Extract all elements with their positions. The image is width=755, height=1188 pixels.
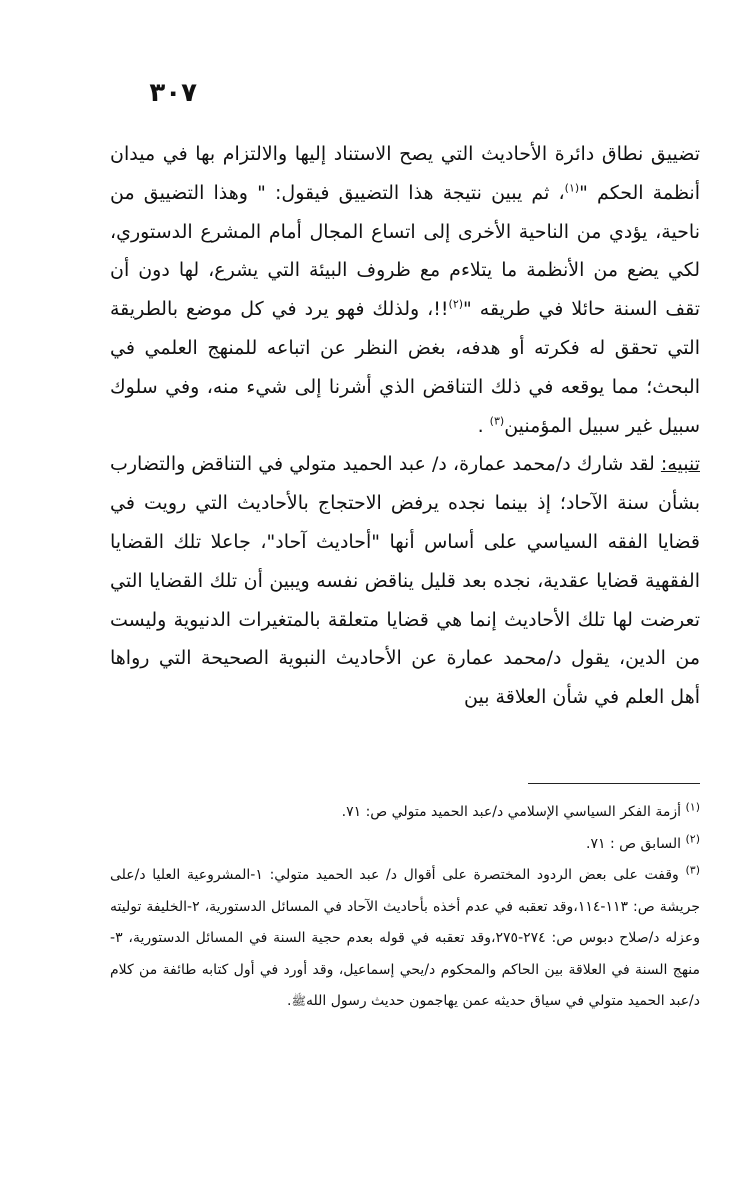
footnote-separator bbox=[528, 783, 700, 784]
paragraph-1-part-a: تضييق نطاق دائرة الأحاديث التي يصح الاستناد إليها والالتزام بها في ميدان أنظمة الحكم " bbox=[110, 143, 700, 204]
footnote-2 bbox=[110, 829, 700, 861]
note-label: تنبيه: bbox=[660, 453, 700, 476]
footnote-3-text: وقفت على بعض الردود المختصرة على أقوال د/ عبد الحميد متولي: ١-المشروعية العليا د/على جريشة ص: ١١٣-١١٤،وقد تعقبه في عدم أخذه بأحاديث الآحاد في المسائل الدستورية، ٢-الخليفة توليته وعزله د/صلاح دبوس ص: ٢٧٤-٢٧٥،وقد تعقبه في قوله بعدم حجية السنة في المسائل الدستورية، ٣-منهج السنة في العلاقة بين الحاكم والمحكوم د/يحي إسماعيل، وقد أورد في أول كتابه طائفة من كلام د/عبد الحميد متولي في سياق حديثه عمن يهاجمون حديث رسول الله bbox=[110, 867, 700, 1009]
footnote-ref-1: (١) bbox=[564, 181, 580, 195]
paragraph-2-text: لقد شارك د/محمد عمارة، د/ عبد الحميد متولي في التناقض والتضارب بشأن سنة الآحاد؛ إذ بينما نجده يرفض الاحتجاج بالأحاديث التي رويت في قضايا الفقه السياسي على أساس أنها "أحاديث آحاد"، جاعلا تلك القضايا الفقهية قضايا عقدية، نجده بعد قليل يناقض نفسه ويبين أن تلك القضايا التي تعرضت لها تلك الأحاديث إنما هي قضايا متعلقة بالمتغيرات الدنيوية وليست من الدين، يقول د/محمد عمارة عن الأحاديث النبوية الصحيحة التي رواها أهل العلم في شأن العلاقة بين bbox=[110, 453, 700, 709]
footnote-2-text: السابق ص : ٧١. bbox=[586, 835, 686, 852]
paragraph-1 bbox=[110, 135, 700, 445]
paragraph-1-part-c: !!، ولذلك فهو يرد في كل موضع بالطريقة التي تحقق له فكرته أو هدفه، بغض النظر عن اتباعه للمنهج العلمي في البحث؛ مما يوقعه في ذلك التناقض الذي أشرنا إلى شيء منه، وفي سلوك سبيل غير سبيل المؤمنين bbox=[110, 298, 700, 437]
footnote-3 bbox=[110, 860, 700, 1018]
paragraph-2 bbox=[110, 445, 700, 717]
footnotes bbox=[110, 797, 700, 1018]
footnote-ref-2: (٢) bbox=[448, 297, 464, 311]
paragraph-1-part-b: ، ثم يبين نتيجة هذا التضييق فيقول: " وهذا التضييق من ناحية، يؤدي من الناحية الأخرى إلى اتساع المجال أمام المشرع الدستوري، لكي يضع من الأنظمة ما يتلاءم مع ظروف البيئة التي يشرع، لها دون أن تقف السنة حائلا في طريقه " bbox=[110, 181, 700, 321]
paragraph-1-part-d: . bbox=[477, 414, 490, 437]
footnote-3-number: (٣) bbox=[685, 863, 701, 877]
footnote-1-text: أزمة الفكر السياسي الإسلامي د/عبد الحميد متولي ص: ٧١. bbox=[341, 804, 686, 820]
footnote-2-number: (٢) bbox=[685, 831, 700, 845]
footnote-1 bbox=[110, 797, 700, 829]
pbuh-glyph: ﷺ bbox=[291, 994, 306, 1008]
main-text bbox=[110, 135, 700, 717]
footnote-ref-3: (٣) bbox=[489, 414, 505, 428]
footnote-1-number: (١) bbox=[685, 800, 700, 814]
page-number: ٣٠٧ bbox=[149, 78, 197, 108]
footnote-3-end: . bbox=[287, 993, 292, 1009]
